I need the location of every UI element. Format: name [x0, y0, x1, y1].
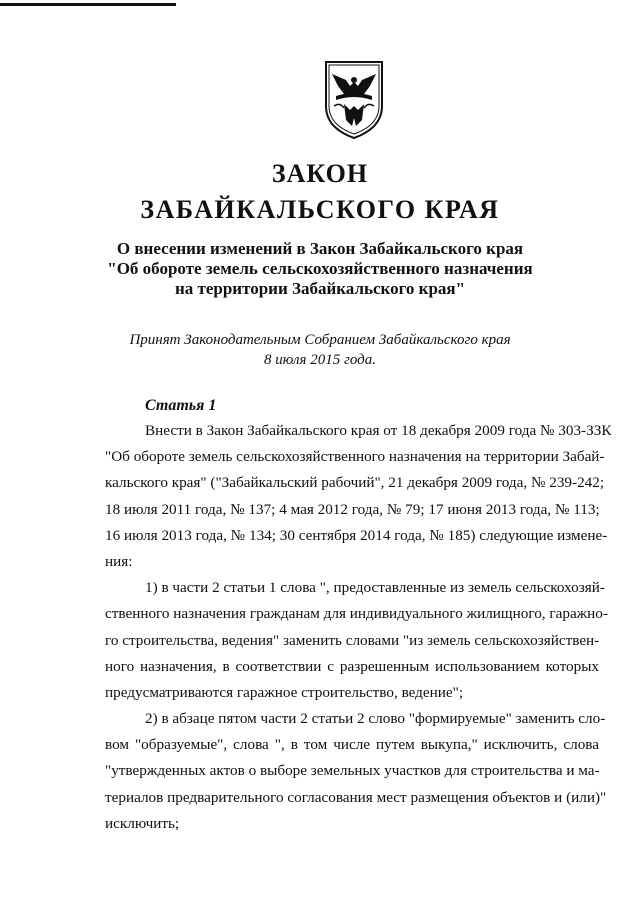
adoption-note: [0, 330, 640, 370]
subtitle-line: О внесении изменений в Закон Забайкальского края: [116, 239, 524, 258]
body-line: ного назначения, в соответствии с разрешенным использованием которых: [105, 657, 599, 675]
body-line: "Об обороте земель сельскохозяйственного назначения на территории Забай-: [105, 448, 605, 466]
law-subtitle: [0, 239, 640, 299]
body-line: ния:: [105, 552, 133, 570]
body-line: го строительства, ведения" заменить словами "из земель сельскохозяйствен-: [105, 631, 600, 649]
body-line: вом "образуемые", слова ", в том числе путем выкупа," исключить, слова: [105, 736, 599, 754]
body-line: 1) в части 2 статьи 1 слова ", предоставленные из земель сельскохозяй-: [145, 579, 605, 597]
body-line: "утвержденных актов о выборе земельных участков для строительства и ма-: [105, 762, 600, 780]
body-line: Внести в Закон Забайкальского края от 18 декабря 2009 года № 303-ЗЗК: [145, 422, 612, 439]
article-body: [105, 418, 612, 837]
law-title: ЗАКОН: [271, 159, 369, 188]
body-line: 18 июля 2011 года, № 137; 4 мая 2012 года, № 79; 17 июня 2013 года, № 113;: [105, 500, 600, 518]
article-heading: Статья 1: [145, 397, 217, 414]
body-line: 2) в абзаце пятом части 2 статьи 2 слово "формируемые" заменить сло-: [145, 710, 606, 728]
body-line: исключить;: [105, 814, 180, 832]
body-line: кальского края" ("Забайкальский рабочий", 21 декабря 2009 года, № 239-242;: [105, 474, 605, 492]
subtitle-line: на территории Забайкальского края": [174, 279, 466, 298]
adoption-date: 8 июля 2015 года.: [264, 352, 376, 368]
top-rule: [0, 3, 176, 6]
law-title-region: ЗАБАЙКАЛЬСКОГО КРАЯ: [140, 195, 500, 224]
zabaykalsky-krai-coat-of-arms-icon: [324, 60, 384, 140]
body-line: предусматриваются гаражное строительство, ведение";: [105, 683, 464, 701]
body-line: ственного назначения гражданам для индивидуального жилищного, гаражно-: [105, 605, 608, 623]
body-line: териалов предварительного согласования мест размещения объектов и (или)": [105, 788, 607, 806]
subtitle-line: "Об обороте земель сельскохозяйственного назначения: [107, 259, 533, 278]
adoption-line: Принят Законодательным Собранием Забайкальского края: [129, 332, 511, 348]
body-line: 16 июля 2013 года, № 134; 30 сентября 2014 года, № 185) следующие измене-: [105, 526, 608, 544]
